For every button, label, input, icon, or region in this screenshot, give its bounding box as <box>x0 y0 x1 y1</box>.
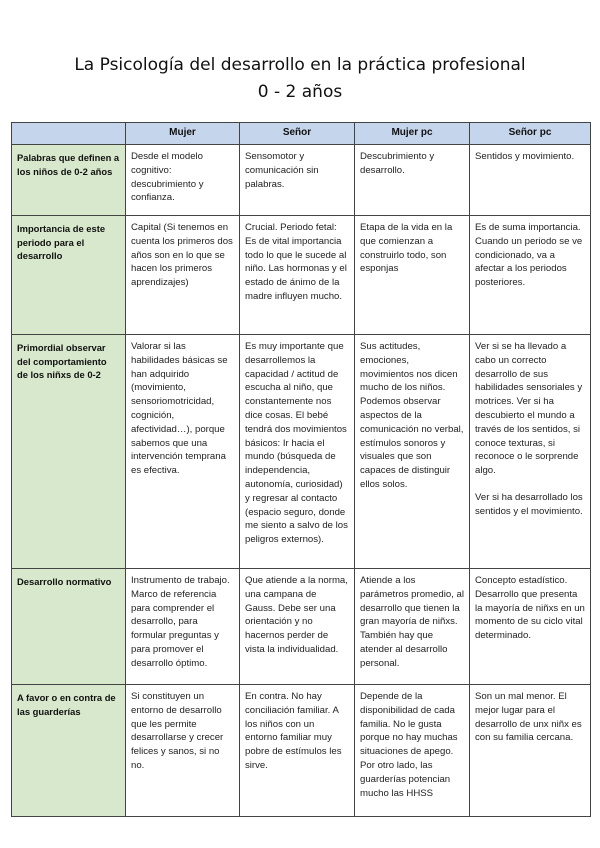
table-row <box>12 569 591 685</box>
cell-paragraph: Ver si ha desarrollado los sentidos y el movimiento. <box>475 491 583 517</box>
table-cell: Concepto estadístico. Desarrollo que presenta la mayoría de niñxs en un momento de su ciclo vital determinado. <box>470 569 591 685</box>
page-title <box>0 52 600 106</box>
table-cell: Sus actitudes, emociones, movimientos nos dicen mucho de los niños. Podemos observar aspectos de la comunicación no verbal, estímulos sonoros y visuales que son capaces de distinguir ellos solos. <box>355 335 470 569</box>
table-cell: En contra. No hay conciliación familiar. A los niños con un entorno familiar muy pobre de estímulos les sirve. <box>240 685 355 817</box>
table-cell: Descubrimiento y desarrollo. <box>355 145 470 216</box>
row-header-palabras: Palabras que definen a los niños de 0-2 años <box>12 145 126 216</box>
table-cell: Atiende a los parámetros promedio, al desarrollo que tienen la gran mayoría de niñxs. También hay que atender al desarrollo personal. <box>355 569 470 685</box>
table-cell: Instrumento de trabajo. Marco de referencia para comprender el desarrollo, para formular preguntas y para promover el desarrollo óptimo. <box>126 569 240 685</box>
table-cell: Es muy importante que desarrollemos la capacidad / actitud de escucha al niño, que constantemente nos dice cosas. El bebé tendrá dos movimientos básicos: Ir hacia el mundo (búsqueda de independencia, autonomía, curiosidad) y regresar al contacto (espacio seguro, donde me siento a salvo de los peligros externos). <box>240 335 355 569</box>
row-header-desarrollo-normativo: Desarrollo normativo <box>12 569 126 685</box>
table-cell: Si constituyen un entorno de desarrollo que les permite desarrollarse y crecer felices y sanos, si no no. <box>126 685 240 817</box>
table-cell: Depende de la disponibilidad de cada familia. No le gusta porque no hay muchas situaciones de apego. Por otro lado, las guarderías potencian mucho las HHSS <box>355 685 470 817</box>
table-cell: Sentidos y movimiento. <box>470 145 591 216</box>
table-cell: Desde el modelo cognitivo: descubrimiento y confianza. <box>126 145 240 216</box>
table-cell <box>470 335 591 569</box>
table-row <box>12 216 591 335</box>
table-row <box>12 685 591 817</box>
table-cell: Etapa de la vida en la que comienzan a construirlo todo, son esponjas <box>355 216 470 335</box>
table-cell: Sensomotor y comunicación sin palabras. <box>240 145 355 216</box>
row-header-importancia: Importancia de este periodo para el desarrollo <box>12 216 126 335</box>
row-header-guarderias: A favor o en contra de las guarderías <box>12 685 126 817</box>
column-header-senor-pc: Señor pc <box>470 123 591 145</box>
table-cell: Es de suma importancia. Cuando un periodo se ve condicionado, va a afectar a los periodos posteriores. <box>470 216 591 335</box>
table-cell: Son un mal menor. El mejor lugar para el desarrollo de unx niñx es con su familia cercana. <box>470 685 591 817</box>
title-line-2: 0 - 2 años <box>257 82 343 102</box>
table-cell: Valorar si las habilidades básicas se han adquirido (movimiento, sensoriomotricidad, cognición, afectividad…), porque sabemos que una intervención temprana es efectiva. <box>126 335 240 569</box>
table-cell: Capital (Si tenemos en cuenta los primeros dos años son en lo que se hacen los primeros aprendizajes) <box>126 216 240 335</box>
column-header-mujer-pc: Mujer pc <box>355 123 470 145</box>
table-header-row <box>12 123 591 145</box>
table-cell: Crucial. Periodo fetal: Es de vital importancia todo lo que le sucede al niño. Las hormonas y el estado de ánimo de la madre influyen mucho. <box>240 216 355 335</box>
title-line-1: La Psicología del desarrollo en la práctica profesional <box>74 55 526 75</box>
table-row <box>12 145 591 216</box>
corner-header <box>12 123 126 145</box>
row-header-primordial: Primordial observar del comportamiento de los niñxs de 0-2 <box>12 335 126 569</box>
column-header-senor: Señor <box>240 123 355 145</box>
column-header-mujer: Mujer <box>126 123 240 145</box>
table-cell: Que atiende a la norma, una campana de Gauss. Debe ser una orientación y no hacernos perder de vista la individualidad. <box>240 569 355 685</box>
cell-paragraph: Ver si se ha llevado a cabo un correcto desarrollo de sus habilidades sensoriales y motrices. Ver si ha descubierto el mundo a través de los sentidos, si conoce texturas, si reconoce o le sorprende algo. <box>475 341 583 477</box>
comparison-table <box>11 122 591 817</box>
table-row <box>12 335 591 569</box>
